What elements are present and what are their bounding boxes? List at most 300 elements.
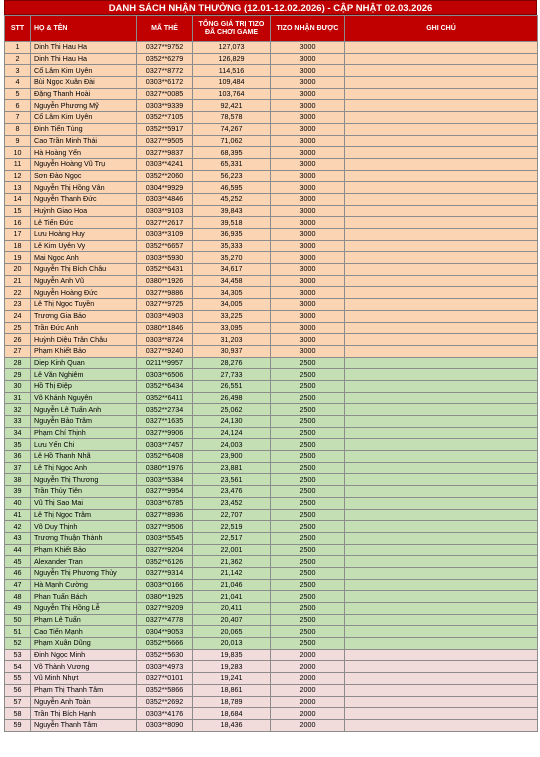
cell-note [345, 661, 538, 673]
cell-note [345, 684, 538, 696]
cell-tizo-received: 2500 [271, 357, 345, 369]
cell-tizo-received: 3000 [271, 100, 345, 112]
cell-tizo-received: 3000 [271, 322, 345, 334]
cell-total-tizo: 22,001 [193, 544, 271, 556]
table-header-row [5, 16, 538, 42]
cell-note [345, 603, 538, 615]
cell-card-code: 0303**3109 [137, 229, 193, 241]
table-row [5, 42, 538, 54]
cell-name: Vũ Thị Sao Mai [31, 497, 137, 509]
table-row [5, 661, 538, 673]
cell-card-code: 0352**5630 [137, 649, 193, 661]
cell-note [345, 673, 538, 685]
cell-name: Nguyễn Hoàng Vũ Trụ [31, 158, 137, 170]
cell-tizo-received: 2500 [271, 404, 345, 416]
cell-total-tizo: 127,073 [193, 42, 271, 54]
cell-note [345, 649, 538, 661]
cell-note [345, 392, 538, 404]
cell-note [345, 240, 538, 252]
table-row [5, 88, 538, 100]
cell-stt: 4 [5, 77, 31, 89]
cell-stt: 26 [5, 334, 31, 346]
table-row [5, 614, 538, 626]
cell-stt: 23 [5, 299, 31, 311]
cell-tizo-received: 2500 [271, 567, 345, 579]
cell-total-tizo: 24,003 [193, 439, 271, 451]
cell-total-tizo: 23,561 [193, 474, 271, 486]
cell-stt: 12 [5, 170, 31, 182]
cell-stt: 42 [5, 521, 31, 533]
cell-total-tizo: 24,124 [193, 427, 271, 439]
cell-name: Trần Đức Anh [31, 322, 137, 334]
cell-total-tizo: 23,452 [193, 497, 271, 509]
cell-stt: 40 [5, 497, 31, 509]
cell-total-tizo: 27,733 [193, 369, 271, 381]
cell-tizo-received: 3000 [271, 77, 345, 89]
cell-note [345, 252, 538, 264]
cell-name: Phạm Khiết Bảo [31, 345, 137, 357]
table-row [5, 369, 538, 381]
cell-name: Nguyễn Phương Mỹ [31, 100, 137, 112]
cell-total-tizo: 26,551 [193, 380, 271, 392]
cell-card-code: 0352**6431 [137, 264, 193, 276]
cell-note [345, 100, 538, 112]
cell-card-code: 0327**9752 [137, 42, 193, 54]
column-header-total-line2: ĐÃ CHƠI GAME [204, 28, 259, 36]
cell-card-code: 0352**6411 [137, 392, 193, 404]
cell-note [345, 287, 538, 299]
cell-tizo-received: 3000 [271, 158, 345, 170]
cell-name: Trương Thuận Thành [31, 532, 137, 544]
cell-tizo-received: 2500 [271, 416, 345, 428]
cell-card-code: 0303**6172 [137, 77, 193, 89]
cell-name: Alexander Tran [31, 556, 137, 568]
cell-tizo-received: 2500 [271, 544, 345, 556]
cell-tizo-received: 3000 [271, 42, 345, 54]
table-row [5, 158, 538, 170]
reward-table [4, 15, 538, 732]
cell-name: Nguyễn Thị Thương [31, 474, 137, 486]
cell-stt: 55 [5, 673, 31, 685]
cell-tizo-received: 3000 [271, 112, 345, 124]
cell-total-tizo: 35,270 [193, 252, 271, 264]
table-row [5, 719, 538, 731]
cell-card-code: 0352**6279 [137, 53, 193, 65]
cell-stt: 9 [5, 135, 31, 147]
table-row [5, 112, 538, 124]
cell-total-tizo: 28,276 [193, 357, 271, 369]
table-row [5, 684, 538, 696]
cell-note [345, 486, 538, 498]
cell-card-code: 0304**9929 [137, 182, 193, 194]
cell-name: Sơn Đào Ngọc [31, 170, 137, 182]
cell-total-tizo: 92,421 [193, 100, 271, 112]
cell-total-tizo: 126,829 [193, 53, 271, 65]
cell-name: Mai Ngọc Anh [31, 252, 137, 264]
column-header-note: GHI CHÚ [345, 16, 538, 42]
table-row [5, 392, 538, 404]
cell-stt: 16 [5, 217, 31, 229]
cell-name: Lê Thị Ngọc Trâm [31, 509, 137, 521]
cell-card-code: 0352**5917 [137, 123, 193, 135]
cell-tizo-received: 2500 [271, 462, 345, 474]
cell-name: Lê Tiến Đức [31, 217, 137, 229]
cell-total-tizo: 20,411 [193, 603, 271, 615]
table-row [5, 334, 538, 346]
cell-name: Cổ Lâm Kim Uyên [31, 65, 137, 77]
cell-tizo-received: 2500 [271, 614, 345, 626]
cell-stt: 1 [5, 42, 31, 54]
cell-tizo-received: 2000 [271, 708, 345, 720]
cell-card-code: 0327**9209 [137, 603, 193, 615]
cell-name: Lưu Yến Chi [31, 439, 137, 451]
cell-stt: 53 [5, 649, 31, 661]
cell-note [345, 532, 538, 544]
cell-name: Phạm Khiết Bảo [31, 544, 137, 556]
cell-note [345, 416, 538, 428]
cell-card-code: 0303**4241 [137, 158, 193, 170]
table-row [5, 509, 538, 521]
cell-card-code: 0327**2617 [137, 217, 193, 229]
table-row [5, 416, 538, 428]
cell-stt: 39 [5, 486, 31, 498]
cell-card-code: 0327**9314 [137, 567, 193, 579]
cell-stt: 59 [5, 719, 31, 731]
cell-card-code: 0352**7105 [137, 112, 193, 124]
cell-card-code: 0352**5866 [137, 684, 193, 696]
table-row [5, 310, 538, 322]
column-header-total-line1: TỔNG GIÁ TRỊ TIZO [198, 20, 265, 28]
cell-note [345, 614, 538, 626]
cell-total-tizo: 22,517 [193, 532, 271, 544]
cell-card-code: 0211**9957 [137, 357, 193, 369]
cell-card-code: 0327**0085 [137, 88, 193, 100]
cell-note [345, 42, 538, 54]
cell-total-tizo: 36,935 [193, 229, 271, 241]
cell-card-code: 0327**9954 [137, 486, 193, 498]
cell-total-tizo: 35,333 [193, 240, 271, 252]
cell-stt: 54 [5, 661, 31, 673]
cell-card-code: 0303**4846 [137, 193, 193, 205]
cell-card-code: 0352**2734 [137, 404, 193, 416]
cell-card-code: 0327**9837 [137, 147, 193, 159]
cell-card-code: 0327**9886 [137, 287, 193, 299]
cell-tizo-received: 3000 [271, 65, 345, 77]
cell-tizo-received: 2500 [271, 626, 345, 638]
cell-note [345, 322, 538, 334]
cell-note [345, 310, 538, 322]
cell-card-code: 0352**2692 [137, 696, 193, 708]
table-row [5, 147, 538, 159]
table-row [5, 205, 538, 217]
cell-card-code: 0303**5930 [137, 252, 193, 264]
cell-note [345, 474, 538, 486]
cell-name: Lê Thị Ngọc Tuyền [31, 299, 137, 311]
cell-name: Nguyễn Thị Phương Thủy [31, 567, 137, 579]
cell-note [345, 567, 538, 579]
cell-card-code: 0303**9103 [137, 205, 193, 217]
cell-stt: 8 [5, 123, 31, 135]
cell-card-code: 0303**9339 [137, 100, 193, 112]
cell-tizo-received: 3000 [271, 345, 345, 357]
cell-total-tizo: 39,843 [193, 205, 271, 217]
cell-stt: 21 [5, 275, 31, 287]
cell-total-tizo: 21,041 [193, 591, 271, 603]
table-row [5, 229, 538, 241]
cell-total-tizo: 21,142 [193, 567, 271, 579]
cell-tizo-received: 2500 [271, 591, 345, 603]
cell-name: Phạm Thị Thanh Tâm [31, 684, 137, 696]
table-row [5, 474, 538, 486]
sheet-title: DANH SÁCH NHẬN THƯỞNG (12.01-12.02.2026) - CẬP NHẬT 02.03.2026 [4, 0, 537, 15]
cell-stt: 13 [5, 182, 31, 194]
cell-card-code: 0327**8936 [137, 509, 193, 521]
cell-total-tizo: 78,578 [193, 112, 271, 124]
table-row [5, 439, 538, 451]
column-header-stt: STT [5, 16, 31, 42]
cell-note [345, 451, 538, 463]
cell-name: Nguyễn Anh Toàn [31, 696, 137, 708]
cell-card-code: 0303**8090 [137, 719, 193, 731]
cell-card-code: 0303**6785 [137, 497, 193, 509]
table-row [5, 544, 538, 556]
cell-tizo-received: 3000 [271, 193, 345, 205]
cell-stt: 45 [5, 556, 31, 568]
cell-card-code: 0380**1846 [137, 322, 193, 334]
table-row [5, 240, 538, 252]
table-row [5, 486, 538, 498]
cell-name: Phạm Xuân Dũng [31, 638, 137, 650]
cell-card-code: 0303**4973 [137, 661, 193, 673]
cell-note [345, 112, 538, 124]
table-row [5, 638, 538, 650]
cell-tizo-received: 2000 [271, 661, 345, 673]
cell-note [345, 182, 538, 194]
cell-name: Nguyễn Thị Hồng Vân [31, 182, 137, 194]
cell-name: Huỳnh Giao Hoa [31, 205, 137, 217]
cell-tizo-received: 2500 [271, 380, 345, 392]
cell-card-code: 0303**4903 [137, 310, 193, 322]
table-row [5, 275, 538, 287]
cell-tizo-received: 3000 [271, 299, 345, 311]
cell-total-tizo: 18,861 [193, 684, 271, 696]
table-row [5, 322, 538, 334]
cell-stt: 7 [5, 112, 31, 124]
cell-note [345, 65, 538, 77]
cell-stt: 48 [5, 591, 31, 603]
cell-total-tizo: 68,395 [193, 147, 271, 159]
cell-stt: 33 [5, 416, 31, 428]
cell-stt: 17 [5, 229, 31, 241]
table-body [5, 42, 538, 732]
cell-card-code: 0303**4176 [137, 708, 193, 720]
cell-tizo-received: 2000 [271, 696, 345, 708]
cell-name: Phạm Chí Thịnh [31, 427, 137, 439]
cell-note [345, 299, 538, 311]
cell-total-tizo: 18,436 [193, 719, 271, 731]
cell-tizo-received: 2500 [271, 556, 345, 568]
cell-total-tizo: 109,484 [193, 77, 271, 89]
column-header-name: HỌ & TÊN [31, 16, 137, 42]
cell-tizo-received: 3000 [271, 310, 345, 322]
cell-note [345, 579, 538, 591]
cell-tizo-received: 2500 [271, 439, 345, 451]
table-row [5, 182, 538, 194]
cell-note [345, 345, 538, 357]
table-row [5, 427, 538, 439]
cell-tizo-received: 2500 [271, 474, 345, 486]
cell-tizo-received: 3000 [271, 205, 345, 217]
cell-note [345, 158, 538, 170]
cell-stt: 24 [5, 310, 31, 322]
cell-card-code: 0327**9725 [137, 299, 193, 311]
cell-total-tizo: 34,458 [193, 275, 271, 287]
cell-total-tizo: 23,900 [193, 451, 271, 463]
cell-card-code: 0352**6408 [137, 451, 193, 463]
table-row [5, 603, 538, 615]
cell-note [345, 135, 538, 147]
cell-total-tizo: 23,881 [193, 462, 271, 474]
cell-card-code: 0303**7457 [137, 439, 193, 451]
table-row [5, 626, 538, 638]
cell-note [345, 696, 538, 708]
cell-name: Cao Tiến Mạnh [31, 626, 137, 638]
cell-tizo-received: 3000 [271, 170, 345, 182]
cell-note [345, 205, 538, 217]
cell-stt: 28 [5, 357, 31, 369]
table-row [5, 521, 538, 533]
cell-name: Phan Tuấn Bách [31, 591, 137, 603]
table-row [5, 673, 538, 685]
cell-name: Dinh Thi Hau Ha [31, 42, 137, 54]
cell-note [345, 404, 538, 416]
cell-total-tizo: 22,707 [193, 509, 271, 521]
cell-card-code: 0327**9204 [137, 544, 193, 556]
cell-name: Phạm Lê Tuấn [31, 614, 137, 626]
cell-stt: 35 [5, 439, 31, 451]
cell-note [345, 521, 538, 533]
table-row [5, 708, 538, 720]
cell-name: Cổ Lâm Kim Uyên [31, 112, 137, 124]
cell-stt: 50 [5, 614, 31, 626]
cell-total-tizo: 19,835 [193, 649, 271, 661]
column-header-tizo: TIZO NHẬN ĐƯỢC [271, 16, 345, 42]
cell-note [345, 193, 538, 205]
cell-total-tizo: 26,498 [193, 392, 271, 404]
cell-total-tizo: 24,130 [193, 416, 271, 428]
cell-stt: 51 [5, 626, 31, 638]
cell-stt: 3 [5, 65, 31, 77]
cell-name: Võ Duy Thịnh [31, 521, 137, 533]
cell-stt: 31 [5, 392, 31, 404]
reward-list-sheet [4, 0, 537, 732]
table-row [5, 217, 538, 229]
cell-name: Trần Thủy Tiên [31, 486, 137, 498]
cell-stt: 37 [5, 462, 31, 474]
cell-total-tizo: 34,617 [193, 264, 271, 276]
cell-name: Bùi Ngọc Xuân Đài [31, 77, 137, 89]
cell-card-code: 0380**1925 [137, 591, 193, 603]
cell-note [345, 462, 538, 474]
cell-stt: 38 [5, 474, 31, 486]
cell-card-code: 0352**6126 [137, 556, 193, 568]
cell-card-code: 0327**9240 [137, 345, 193, 357]
cell-total-tizo: 20,407 [193, 614, 271, 626]
cell-tizo-received: 3000 [271, 229, 345, 241]
cell-note [345, 77, 538, 89]
cell-card-code: 0352**5666 [137, 638, 193, 650]
cell-name: Trần Thị Bích Hạnh [31, 708, 137, 720]
cell-name: Dinh Thi Hau Ha [31, 53, 137, 65]
table-row [5, 696, 538, 708]
cell-card-code: 0327**8772 [137, 65, 193, 77]
cell-name: Đinh Tiến Tùng [31, 123, 137, 135]
cell-total-tizo: 31,203 [193, 334, 271, 346]
cell-name: Nguyễn Bảo Trâm [31, 416, 137, 428]
cell-total-tizo: 19,241 [193, 673, 271, 685]
cell-stt: 56 [5, 684, 31, 696]
cell-note [345, 626, 538, 638]
cell-tizo-received: 2000 [271, 649, 345, 661]
cell-tizo-received: 2500 [271, 603, 345, 615]
table-row [5, 135, 538, 147]
cell-name: Nguyễn Lê Tuấn Anh [31, 404, 137, 416]
cell-name: Đinh Ngọc Minh [31, 649, 137, 661]
cell-tizo-received: 2000 [271, 684, 345, 696]
cell-note [345, 217, 538, 229]
cell-stt: 27 [5, 345, 31, 357]
cell-total-tizo: 33,225 [193, 310, 271, 322]
cell-note [345, 170, 538, 182]
cell-total-tizo: 71,062 [193, 135, 271, 147]
cell-total-tizo: 25,062 [193, 404, 271, 416]
cell-total-tizo: 19,283 [193, 661, 271, 673]
table-row [5, 100, 538, 112]
table-row [5, 53, 538, 65]
cell-name: Hà Hoàng Yến [31, 147, 137, 159]
cell-stt: 44 [5, 544, 31, 556]
cell-tizo-received: 2500 [271, 451, 345, 463]
cell-card-code: 0303**6506 [137, 369, 193, 381]
cell-stt: 34 [5, 427, 31, 439]
table-row [5, 357, 538, 369]
cell-stt: 14 [5, 193, 31, 205]
cell-tizo-received: 2500 [271, 497, 345, 509]
cell-name: Lê Kim Uyên Vy [31, 240, 137, 252]
cell-total-tizo: 34,305 [193, 287, 271, 299]
cell-name: Lưu Hoàng Huy [31, 229, 137, 241]
cell-stt: 18 [5, 240, 31, 252]
cell-card-code: 0327**9506 [137, 521, 193, 533]
cell-card-code: 0303**5545 [137, 532, 193, 544]
table-row [5, 77, 538, 89]
cell-card-code: 0380**1926 [137, 275, 193, 287]
table-row [5, 193, 538, 205]
cell-name: Nguyễn Anh Vũ [31, 275, 137, 287]
cell-stt: 43 [5, 532, 31, 544]
cell-tizo-received: 3000 [271, 135, 345, 147]
cell-card-code: 0380**1976 [137, 462, 193, 474]
cell-tizo-received: 2500 [271, 486, 345, 498]
table-row [5, 649, 538, 661]
cell-name: Lê Thị Ngọc Anh [31, 462, 137, 474]
cell-total-tizo: 114,516 [193, 65, 271, 77]
cell-tizo-received: 2500 [271, 509, 345, 521]
cell-note [345, 556, 538, 568]
cell-card-code: 0327**9505 [137, 135, 193, 147]
cell-total-tizo: 23,476 [193, 486, 271, 498]
cell-tizo-received: 2500 [271, 427, 345, 439]
